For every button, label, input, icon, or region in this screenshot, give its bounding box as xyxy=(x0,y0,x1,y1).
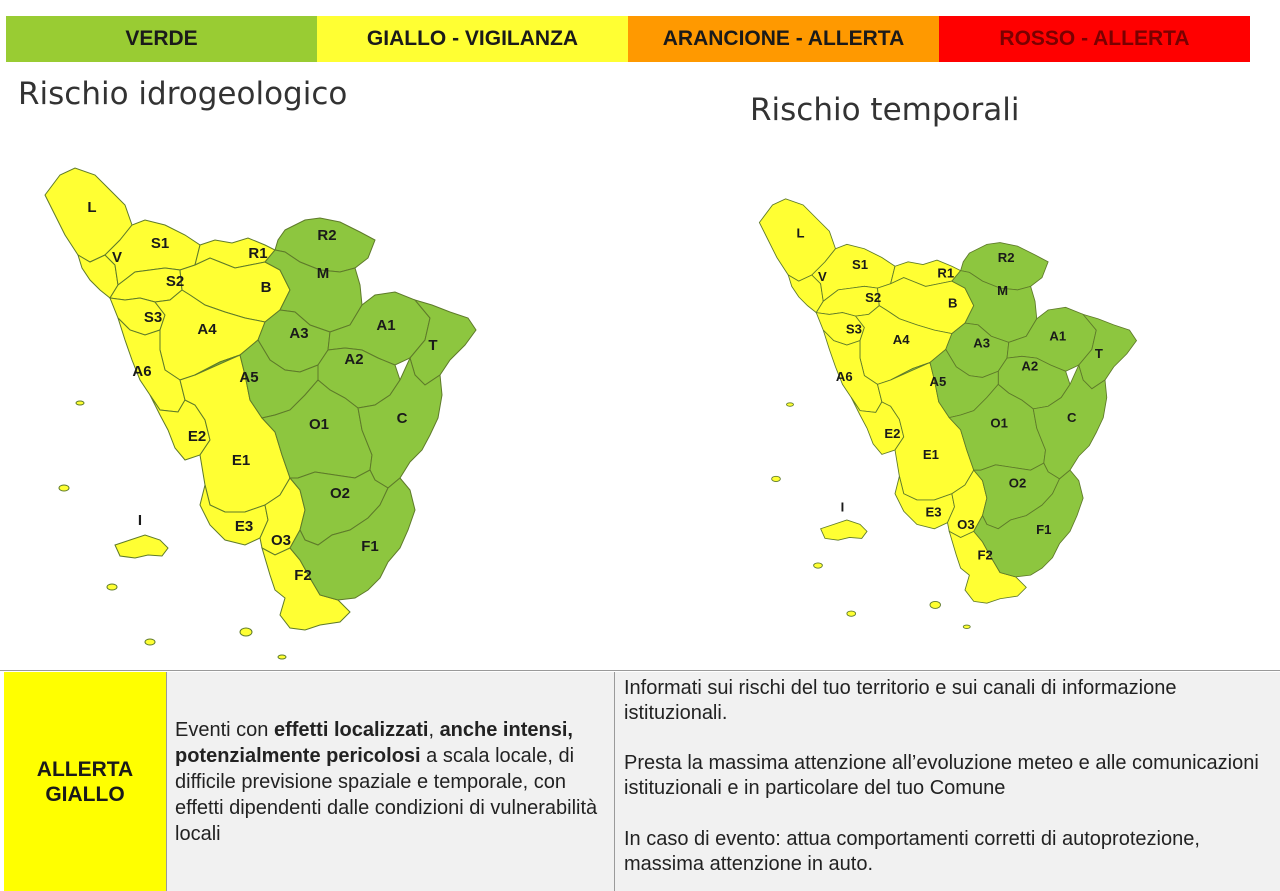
island xyxy=(278,655,286,659)
zone-label-o3: O3 xyxy=(270,532,292,549)
legend-orange: ARANCIONE - ALLERTA xyxy=(628,16,939,62)
desc-bold-1: effetti localizzati xyxy=(273,718,429,741)
zone-label-r1: R1 xyxy=(937,265,955,281)
alert-level-line1: ALLERTA xyxy=(36,757,134,781)
zone-label-a1: A1 xyxy=(1049,328,1067,344)
legend-green: VERDE xyxy=(6,16,317,62)
legend-red: ROSSO - ALLERTA xyxy=(939,16,1250,62)
zone-label-s3: S3 xyxy=(143,309,163,326)
island xyxy=(847,611,856,616)
zone-label-o2: O2 xyxy=(1008,475,1027,491)
alert-description-cell xyxy=(167,672,615,891)
zone-label-m: M xyxy=(316,265,330,282)
zone-label-a4: A4 xyxy=(197,321,217,338)
zone-label-t: T xyxy=(428,337,438,354)
zone-label-i: I xyxy=(840,499,845,515)
zone-label-e1: E1 xyxy=(922,446,939,462)
island xyxy=(772,476,781,481)
zone-label-a5: A5 xyxy=(929,374,947,390)
zone-i xyxy=(115,535,168,558)
zone-label-a2: A2 xyxy=(344,351,364,368)
island xyxy=(240,628,252,636)
advice-paragraph-3: In caso di evento: attua comportamenti corretti di autoprotezione, massima attenzione in auto. xyxy=(624,828,1200,875)
island xyxy=(930,601,941,608)
zone-label-a2: A2 xyxy=(1021,358,1039,374)
zone-label-r1: R1 xyxy=(248,245,268,262)
zone-label-r2: R2 xyxy=(997,249,1015,265)
alert-level-cell xyxy=(4,672,167,891)
zone-label-o1: O1 xyxy=(990,415,1008,431)
zone-label-e2: E2 xyxy=(187,428,207,445)
zone-label-v: V xyxy=(818,269,827,285)
zone-label-f2: F2 xyxy=(294,567,312,584)
alert-info-table xyxy=(0,670,1280,891)
zone-label-r2: R2 xyxy=(317,227,337,244)
zone-label-b: B xyxy=(948,295,958,311)
zone-label-s1: S1 xyxy=(150,235,170,252)
alert-description xyxy=(167,717,614,847)
zone-label-t: T xyxy=(1094,346,1103,362)
island xyxy=(59,485,69,491)
zone-label-i: I xyxy=(137,512,143,529)
island xyxy=(814,563,823,568)
desc-text-3: a scala locale, di difficile previsione spaziale e temporale, con effetti dipendenti dalle condizioni di vulnerabilità locali xyxy=(175,744,598,845)
zone-label-a5: A5 xyxy=(239,369,259,386)
zone-label-b: B xyxy=(260,279,272,296)
zone-label-s2: S2 xyxy=(165,273,185,290)
zone-label-e1: E1 xyxy=(231,452,251,469)
advice-cell xyxy=(615,672,1280,891)
zone-label-l: L xyxy=(87,199,97,216)
zone-label-o1: O1 xyxy=(308,416,330,433)
zone-label-a6: A6 xyxy=(835,368,853,384)
island xyxy=(107,584,117,590)
alert-level-line2: GIALLO xyxy=(45,782,125,806)
zone-label-v: V xyxy=(111,249,123,266)
zone-label-e2: E2 xyxy=(884,425,901,441)
zone-label-f1: F1 xyxy=(361,538,379,555)
desc-text-1: Eventi con xyxy=(175,718,274,741)
zone-label-m: M xyxy=(997,283,1009,299)
zone-label-e3: E3 xyxy=(234,518,254,535)
map-title-thunderstorms: Rischio temporali xyxy=(750,92,1020,128)
zone-label-s3: S3 xyxy=(845,321,862,337)
island xyxy=(145,639,155,645)
zone-label-a3: A3 xyxy=(289,325,309,342)
desc-text-2: , xyxy=(428,718,440,741)
zone-label-l: L xyxy=(796,225,805,241)
zone-label-f2: F2 xyxy=(977,547,993,563)
zone-label-o2: O2 xyxy=(329,485,351,502)
zone-i xyxy=(821,520,867,540)
zone-label-s2: S2 xyxy=(865,290,882,306)
zone-label-a3: A3 xyxy=(973,335,991,351)
zone-label-o3: O3 xyxy=(957,516,975,532)
zone-label-s1: S1 xyxy=(851,256,869,272)
zone-label-f1: F1 xyxy=(1036,522,1052,537)
zone-label-a4: A4 xyxy=(892,332,910,348)
zone-label-a6: A6 xyxy=(132,363,152,380)
tuscany-map-thunderstorms xyxy=(720,10,1280,680)
zone-label-e3: E3 xyxy=(925,504,942,520)
desc-bold-2: anche intensi, potenzialmente pericolosi xyxy=(175,718,573,767)
legend-yellow: GIALLO - VIGILANZA xyxy=(317,16,628,62)
zone-label-a1: A1 xyxy=(376,317,396,334)
island xyxy=(963,625,970,629)
advice-paragraph-2: Presta la massima attenzione all’evoluzione meteo e alle comunicazioni istituzionali e in particolare del tuo Comune xyxy=(624,752,1259,799)
zone-label-c: C xyxy=(1067,410,1077,425)
island xyxy=(787,403,794,407)
tuscany-map-hydrogeological xyxy=(0,0,640,670)
zone-label-c: C xyxy=(396,410,408,427)
advice-paragraph-1: Informati sui rischi del tuo territorio e sui canali di informazione istituzionali. xyxy=(624,677,1177,724)
island xyxy=(76,401,84,405)
map-title-hydrogeological: Rischio idrogeologico xyxy=(18,76,348,112)
